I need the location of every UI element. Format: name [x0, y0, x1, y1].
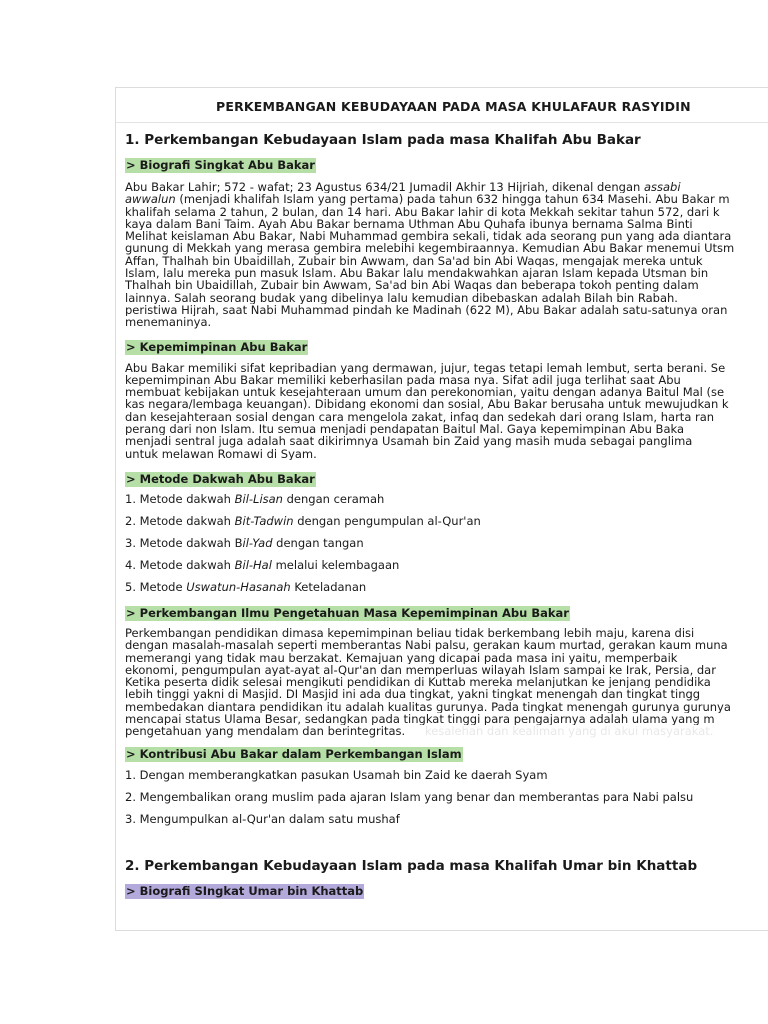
italic-term: assabi: [643, 181, 681, 194]
ilmu-pengetahuan-paragraph: [125, 627, 768, 738]
paragraph-line: Abu Bakar memiliki sifat kepribadian yang dermawan, jujur, tegas tetapi lemah lembut, serta berani. Se: [125, 361, 726, 374]
paragraph-line: menjadi sentral juga adalah saat dikirimnya Usamah bin Zaid yang masih muda sebagai panglima: [125, 435, 693, 448]
list-item: [125, 580, 768, 594]
paragraph-line-part: kaya dalam Bani Taim. Ayah Abu Bakar bernama Uthman Abu Quhafa ibunya bernama Salma Binti: [125, 217, 693, 231]
biografi-umar-subheading: > Biografi SIngkat Umar bin Khattab: [126, 883, 364, 898]
list-item-emphasis: Uswatun-Hasanah: [186, 579, 291, 594]
paragraph-line: [125, 255, 768, 267]
metode-dakwah-list: [125, 492, 768, 594]
paragraph-line-part: Thalhah bin Ubaidillah, Zubair bin Awwam, Sa'ad bin Abi Waqas dan beberapa tokoh penting dalam: [125, 279, 699, 292]
list-item-text: dengan ceramah: [282, 491, 385, 506]
list-item: [125, 558, 768, 572]
italic-term: awwalun: [125, 193, 176, 206]
document-content: [125, 130, 768, 899]
paragraph-line-part: Islam, lalu mereka pun masuk Islam. Abu Bakar lalu mendakwahkan ajaran Islam kepada Utsman bin: [125, 267, 709, 280]
list-item: 1. Dengan memberangkatkan pasukan Usamah bin Zaid ke daerah Syam: [125, 767, 548, 782]
paragraph-line-part: awwalun (menjadi khalifah Islam yang pertama) pada tahun 632 hingga tahun 634 Masehi. Abu Bakar m: [125, 193, 730, 206]
paragraph-line: [125, 193, 768, 205]
document-page: [115, 87, 768, 931]
paragraph-line-part: gunung di Mekkah yang merasa gembira melebihi kegembiraannya. Kemudian Abu Bakar menemui Utsm: [125, 242, 735, 255]
paragraph-line-part: peristiwa Hijrah, saat Nabi Muhammad pindah ke Madinah (622 M), Abu Bakar adalah satu-satunya oran: [125, 303, 728, 317]
paragraph-line: perang dari non Islam. Itu semua menjadi pendapatan Baitul Mal. Gaya kepemimpinan Abu Baka: [125, 423, 684, 436]
paragraph-line-part: Abu Bakar Lahir; 572 - wafat; 23 Agustus 634/21 Jumadil Akhir 13 Hijriah, dikenal dengan assabi: [125, 181, 681, 194]
list-item-text: dengan tangan: [272, 535, 364, 550]
paragraph-line-part: menemaninya.: [125, 316, 212, 329]
paragraph-line: [125, 230, 768, 242]
list-item-text: 1. Metode dakwah: [125, 491, 235, 506]
paragraph-line-part: Affan, Thalhah bin Ubaidillah, Zubair bin Awwam, dan Sa'ad bin Abi Waqas, mengajak mereka untuk: [125, 254, 703, 268]
biografi-abu-bakar-subheading: > Biografi Singkat Abu Bakar: [126, 158, 315, 172]
ilmu-pengetahuan-subheading: > Perkembangan Ilmu Pengetahuan Masa Kepemimpinan Abu Bakar: [126, 605, 569, 620]
list-item-text: dengan pengumpulan al-Qur'an: [293, 513, 481, 528]
list-item-emphasis: Bit-Tadwin: [234, 513, 294, 528]
paragraph-line: lebih tinggi yakni di Masjid. DI Masjid ini ada dua tingkat, yakni tingkat menengah dan tingkat tingg: [125, 688, 701, 701]
paragraph-line: kas negara/lembaga keuangan). Dibidang ekonomi dan sosial, Abu Bakar berusaha untuk mewujudkan k: [125, 398, 729, 411]
list-item-text: 3. Metode dakwah B: [125, 535, 243, 550]
faded-overflow-text: kesalehan dan kealiman yang di akui masyarakat.: [425, 725, 714, 738]
paragraph-line: memerangi yang tidak mau berzakat. Kemajuan yang dicapai pada masa ini yaitu, memperbaik: [125, 651, 678, 664]
paragraph-line: [125, 304, 768, 316]
metode-dakwah-subheading: > Metode Dakwah Abu Bakar: [126, 471, 315, 486]
paragraph-line: kepemimpinan Abu Bakar memiliki keberhasilan pada masa nya. Sifat adil juga terlihat saat Abu: [125, 373, 681, 387]
paragraph-line: Ketika peserta didik selesai mengikuti pendidikan di Kuttab mereka melanjutkan ke jenjang pendidika: [125, 676, 711, 689]
list-item-emphasis: Bil-Lisan: [234, 491, 283, 506]
paragraph-line: [125, 292, 768, 304]
paragraph-line-part: khalifah selama 2 tahun, 2 bulan, dan 14 hari. Abu Bakar lahir di kota Mekkah sekitar tahun 572, dari k: [125, 205, 720, 218]
paragraph-line: [125, 218, 768, 230]
section1-heading: 1. Perkembangan Kebudayaan Islam pada masa Khalifah Abu Bakar: [125, 132, 641, 148]
paragraph-line: membuat kebijakan untuk kesejahteraan umum dan perekonomian, yaitu dengan adanya Baitul Mal (se: [125, 386, 725, 399]
paragraph-line: mencapai status Ulama Besar, sedangkan pada tingkat tinggi para pengajarnya adalah ulama yang m: [125, 713, 715, 726]
list-item: [125, 536, 768, 550]
list-item: [125, 514, 768, 528]
paragraph-line: [125, 206, 768, 218]
kepemimpinan-abu-bakar-subheading: > Kepemimpinan Abu Bakar: [126, 339, 308, 354]
paragraph-line: membedakan diantara pendidikan itu adalah kualitas gurunya. Pada tingkat menengah gurunya gurunya: [125, 700, 731, 714]
paragraph-line: ekonomi, pengumpulan ayat-ayat al-Qur'an dan memperluas wilayah Islam sampai ke Irak, Persia, dar: [125, 663, 716, 677]
list-item-text: 5. Metode: [125, 579, 187, 594]
list-item-text: 4. Metode dakwah: [125, 557, 235, 572]
biografi-abu-bakar-paragraph: [125, 181, 768, 329]
title-divider: [116, 122, 768, 123]
list-item-emphasis: il-Yad: [242, 535, 273, 550]
paragraph-line: [125, 242, 768, 254]
list-item-text: melalui kelembagaan: [271, 557, 400, 572]
list-item: [125, 492, 768, 506]
paragraph-line-part: lainnya. Salah seorang budak yang dibelinya lalu kemudian dibebaskan adalah Bilah bin Rabah.: [125, 291, 678, 304]
section2-heading: 2. Perkembangan Kebudayaan Islam pada masa Khalifah Umar bin Khattab: [125, 857, 698, 874]
paragraph-line: [125, 267, 768, 279]
paragraph-line: [125, 181, 768, 193]
paragraph-line: untuk melawan Romawi di Syam.: [125, 447, 317, 460]
paragraph-line: [125, 279, 768, 291]
kontribusi-subheading: > Kontribusi Abu Bakar dalam Perkembangan Islam: [126, 746, 462, 761]
paragraph-line: [125, 316, 768, 328]
list-item-text: Keteladanan: [290, 579, 367, 594]
paragraph-line: dengan masalah-masalah seperti memberantas Nabi palsu, gerakan kaum murtad, gerakan kaum muna: [125, 639, 728, 652]
paragraph-line: [125, 725, 768, 737]
paragraph-line-part: Melihat keislaman Abu Bakar, Nabi Muhammad gembira sekali, tidak ada seorang pun yang ada diantara: [125, 230, 732, 243]
paragraph-line: dan kesejahteraan sosial dengan cara mengelola zakat, infaq dan sedekah dari orang Islam, harta ran: [125, 410, 715, 424]
list-item: 2. Mengembalikan orang muslim pada ajaran Islam yang benar dan memberantas para Nabi palsu: [125, 789, 694, 804]
paragraph-line: Perkembangan pendidikan dimasa kepemimpinan beliau tidak berkembang lebih maju, karena disi: [125, 626, 695, 640]
kepemimpinan-paragraph: [125, 362, 768, 460]
list-item: 3. Mengumpulkan al-Qur'an dalam satu mushaf: [125, 811, 400, 826]
document-title: PERKEMBANGAN KEBUDAYAAN PADA MASA KHULAFAUR RASYIDIN: [216, 99, 691, 114]
list-item-emphasis: Bil-Hal: [234, 557, 272, 572]
paragraph-line-part: pengetahuan yang mendalam dan berintegritas.: [125, 725, 406, 738]
kontribusi-list: [125, 768, 768, 826]
list-item-text: 2. Metode dakwah: [125, 513, 235, 528]
